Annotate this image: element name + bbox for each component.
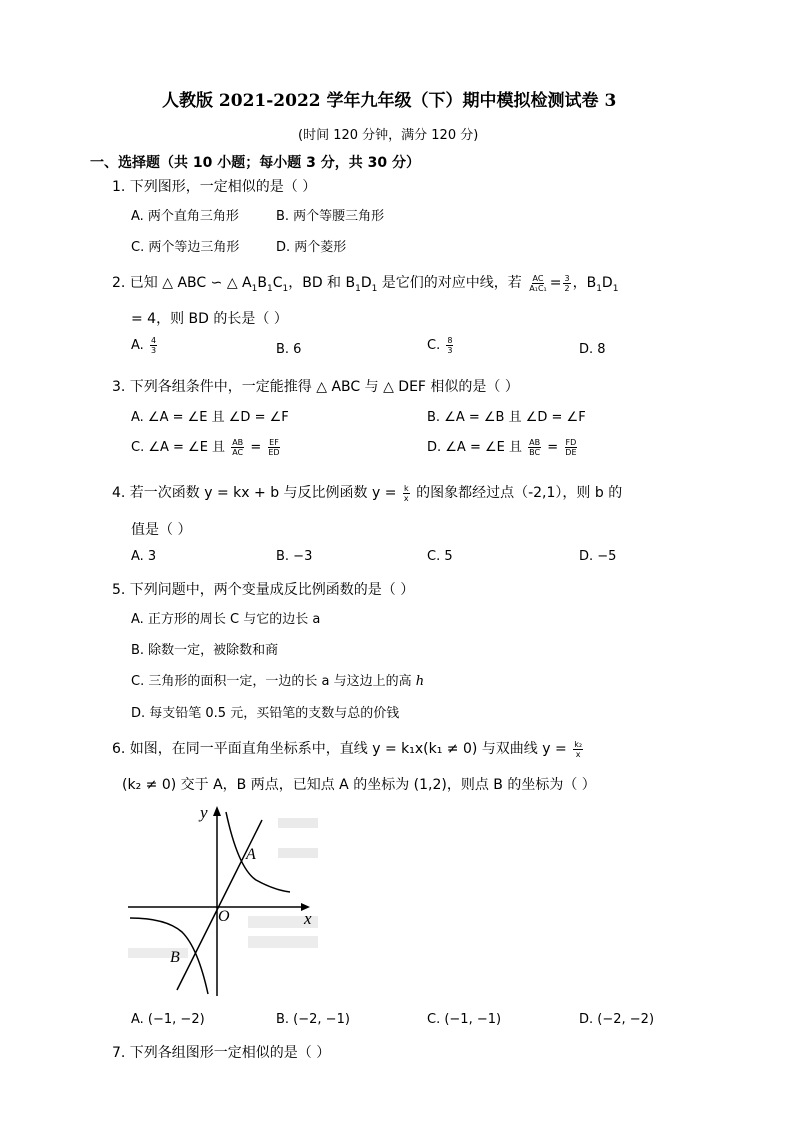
- x-axis-label: x: [304, 909, 312, 928]
- q2-stem: 2. 已知 △ ABC ∽ △ $A_1B_1C_1$，BD 和 $B_1D_1$ 是它们的对应中线，若 $\frac{AC}{\text{A₁C₁}}$ = $\frac{3}{2}$ ，$B_1D_1$: [112, 273, 619, 294]
- q4-option-d: D. −5: [579, 549, 617, 564]
- q1-option-c: C. 两个等边三角形: [131, 240, 240, 255]
- q3-option-d: D. ∠A = ∠E 且 $\frac{AB}{BC}$ = $\frac{FD}{DE}$: [427, 438, 577, 457]
- q3-stem: 3. 下列各组条件中，一定能推得 △ ABC 与 △ DEF 相似的是（ ）: [112, 379, 519, 395]
- q6-option-c: C. (−1, −1): [427, 1012, 502, 1027]
- q1-option-a: A. 两个直角三角形: [131, 209, 239, 224]
- q4-stem: 4. 若一次函数 y = kx + b 与反比例函数 y = $\frac{k}{x}$ 的图象都经过点（-2,1），则 b 的: [112, 483, 623, 503]
- q3-option-c: C. ∠A = ∠E 且 $\frac{AB}{AC}$ = $\frac{EF}{ED}$: [131, 438, 280, 457]
- y-axis-label: y: [200, 803, 208, 822]
- q5-stem: 5. 下列问题中，两个变量成反比例函数的是（ ）: [112, 582, 415, 598]
- q4-option-b: B. −3: [276, 549, 313, 564]
- point-a-label: A: [246, 846, 256, 863]
- q5-option-c: C. 三角形的面积一定，一边的长 a 与这边上的高 h: [131, 674, 425, 689]
- q1-stem: 1. 下列图形，一定相似的是（ ）: [112, 179, 317, 195]
- q5-option-a: A. 正方形的周长 C 与它的边长 a: [131, 612, 321, 627]
- q6-stem: 6. 如图，在同一平面直角坐标系中，直线 y = k₁x(k₁ ≠ 0) 与双曲线 y = $\frac{\text{k₂}}{x}$: [112, 739, 583, 759]
- q6-option-b: B. (−2, −1): [276, 1012, 350, 1027]
- q2-option-a: A. $\frac{4}{3}$: [131, 336, 157, 355]
- q7-stem: 7. 下列各组图形一定相似的是（ ）: [112, 1045, 331, 1061]
- q4-option-c: C. 5: [427, 549, 453, 564]
- page-subtitle: (时间 120 分钟，满分 120 分): [298, 128, 479, 143]
- q2-stem-line2: = 4，则 BD 的长是（ ）: [131, 311, 288, 327]
- q1-option-b: B. 两个等腰三角形: [276, 209, 385, 224]
- q6-stem-line2: (k₂ ≠ 0) 交于 A，B 两点，已知点 A 的坐标为 (1,2)，则点 B 的坐标为（ ）: [122, 777, 596, 793]
- q3-option-b: B. ∠A = ∠B 且 ∠D = ∠F: [427, 410, 586, 425]
- q2-option-b: B. 6: [276, 342, 302, 357]
- q5-option-b: B. 除数一定，被除数和商: [131, 643, 279, 658]
- section-heading: 一、选择题（共 10 小题；每小题 3 分，共 30 分）: [90, 155, 420, 171]
- page-title: 人教版 2021-2022 学年九年级（下）期中模拟检测试卷 3: [162, 91, 617, 111]
- q1-option-d: D. 两个菱形: [276, 240, 347, 255]
- q6-coordinate-figure: [128, 798, 324, 998]
- q4-option-a: A. 3: [131, 549, 157, 564]
- q2-option-c: C. $\frac{8}{3}$: [427, 336, 453, 355]
- origin-label: O: [218, 908, 230, 925]
- q5-option-d: D. 每支铅笔 0.5 元，买铅笔的支数与总的价钱: [131, 706, 400, 721]
- q4-stem-line2: 值是（ ）: [131, 522, 192, 538]
- q2-ratio-fraction: $\frac{AC}{\text{A₁C₁}}$: [529, 273, 547, 293]
- q6-option-d: D. (−2, −2): [579, 1012, 655, 1027]
- q6-option-a: A. (−1, −2): [131, 1012, 205, 1027]
- point-b-label: B: [170, 949, 180, 966]
- q3-option-a: A. ∠A = ∠E 且 ∠D = ∠F: [131, 410, 289, 425]
- q2-option-d: D. 8: [579, 342, 606, 357]
